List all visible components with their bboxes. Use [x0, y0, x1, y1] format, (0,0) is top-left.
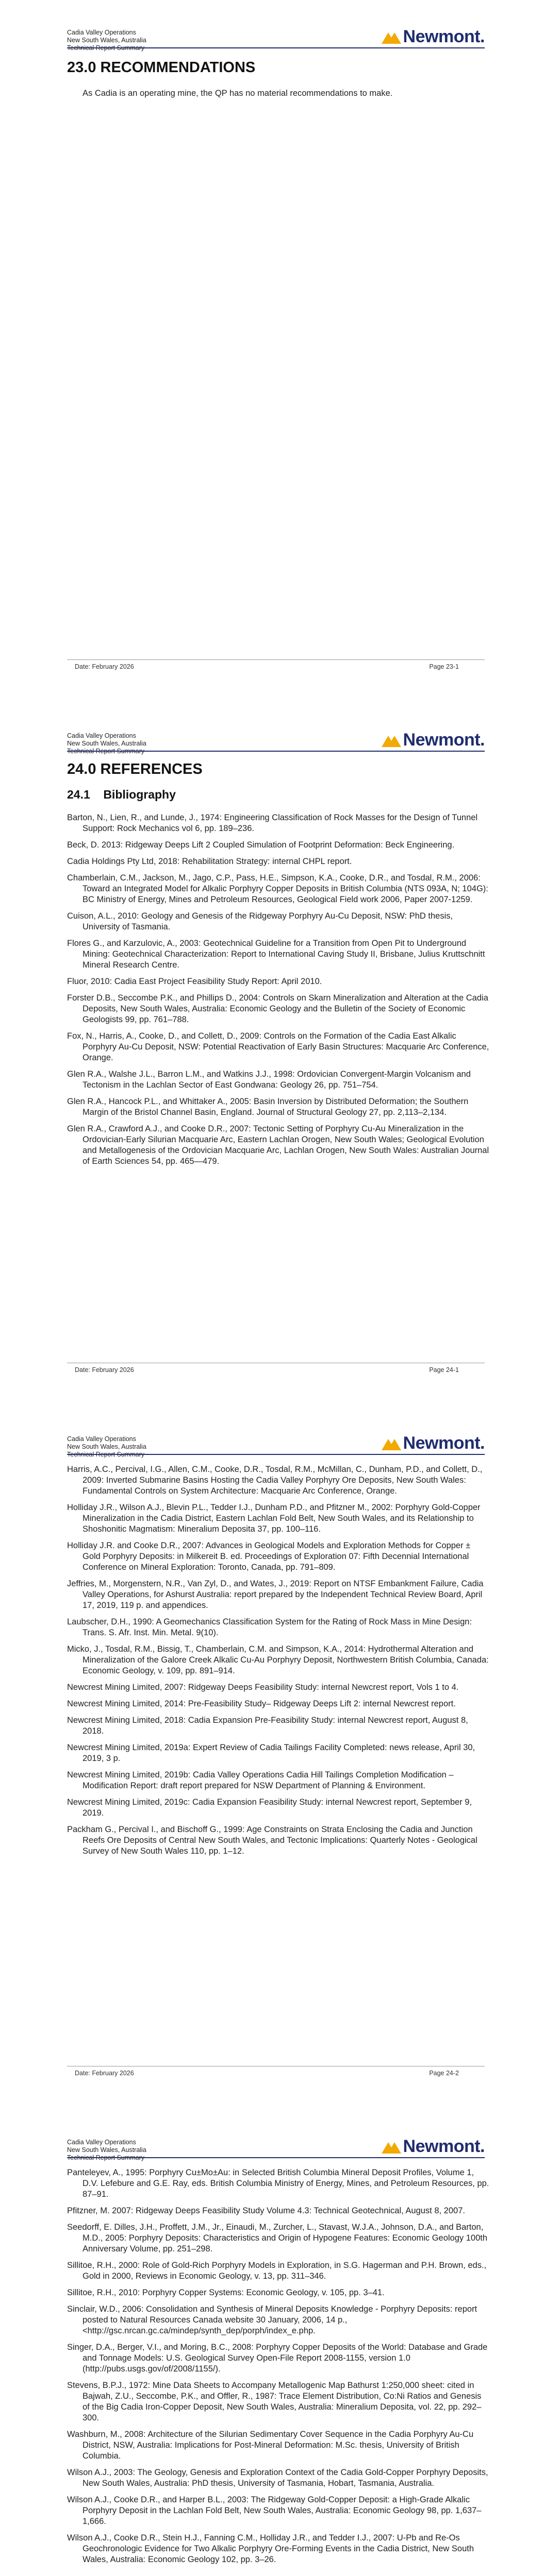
- footer-date: Date: February 2026: [75, 2070, 134, 2077]
- logo-wordmark: Newmont.: [403, 1433, 485, 1453]
- newmont-logo: [382, 2137, 485, 2157]
- reference-item: Glen R.A., Walshe J.L., Barron L.M., and Watkins J.J., 1998: Ordovician Convergent-Margin Volcanism and Tectonism in the Lachlan Sector of East Gondwana: Geology 26, pp. 751–754.: [67, 1070, 471, 1090]
- reference-item: Forster D.B., Seccombe P.K., and Phillips D., 2004: Controls on Skarn Mineralization and Alteration at the Cadia Deposits, New South Wales, Australia: Economic Geology and the Bulletin of the Society of Economic Geologists 99, pp. 761–788.: [67, 993, 488, 1024]
- reference-item: Flores G., and Karzulovic, A., 2003: Geotechnical Guideline for a Transition from Open Pit to Underground Mining: Geotechnical Characterization: Report to International Caving Study II, Brisbane, Julius Kruttschnitt Mineral Research Centre.: [67, 939, 485, 970]
- newmont-logo: [382, 27, 485, 47]
- reference-item: Sillitoe, R.H., 2000: Role of Gold-Rich Porphyry Models in Exploration, in S.G. Hagerman and P.H. Brown, eds., Gold in 2000, Reviews in Economic Geology, v. 13, pp. 311–346.: [67, 2261, 487, 2281]
- reference-item: Newcrest Mining Limited, 2019a: Expert Review of Cadia Tailings Facility Completed: news release, April 30, 2019, 3 p.: [67, 1743, 475, 1763]
- reference-item: Fluor, 2010: Cadia East Project Feasibility Study Report: April 2010.: [67, 977, 322, 986]
- reference-item: Sinclair, W.D., 2006: Consolidation and Synthesis of Mineral Deposits Knowledge - Porphyry Deposits: report posted to Natural Resources Canada website 30 January, 2006, 14 p., <http://gsc.nrcan.gc.ca/mindep/synth_dep/porph/index_e.php.: [67, 2304, 477, 2335]
- logo-wordmark: Newmont.: [403, 27, 485, 46]
- reference-item: Jeffries, M., Morgenstern, N.R., Van Zyl, D., and Wates, J., 2019: Report on NTSF Embankment Failure, Cadia Valley Operations, for Ashurst Australia: report prepared by the Independent Technical Review Board, April 17, 2019, 119 p. and appendices.: [67, 1579, 484, 1610]
- reference-item: Newcrest Mining Limited, 2019c: Cadia Expansion Feasibility Study: internal Newcrest report, September 9, 2019.: [67, 1798, 472, 1818]
- reference-item: Washburn, M., 2008: Architecture of the Silurian Sedimentary Cover Sequence in the Cadia Porphyry Au-Cu District, NSW, Australia: Implications for Post-Mineral Deformation: M.Sc. thesis, University of British Columbia.: [67, 2430, 474, 2461]
- page-24-2: [0, 1406, 544, 2110]
- header-rule: [67, 751, 485, 752]
- newmont-mark-icon: [382, 734, 401, 747]
- newmont-logo: [382, 730, 485, 750]
- report-header: Cadia Valley Operations New South Wales, Australia Technical Report Summary: [67, 1435, 146, 1458]
- reference-item: Beck, D. 2013: Ridgeway Deeps Lift 2 Coupled Simulation of Footprint Deformation: Beck Engineering.: [67, 840, 455, 850]
- page-24-1: [0, 703, 544, 1406]
- footer-date: Date: February 2026: [75, 663, 134, 670]
- footer-page-number: Page 24-2: [429, 2070, 459, 2077]
- report-header: Cadia Valley Operations New South Wales, Australia Technical Report Summary: [67, 2139, 146, 2161]
- reference-item: Fox, N., Harris, A., Cooke, D., and Collett, D., 2009: Controls on the Formation of the Cadia East Alkalic Porphyry Au-Cu Deposit, NSW: Potential Reactivation of Early Basin Structures: Macquarie Arc Conference, Orange.: [67, 1031, 489, 1062]
- reference-list: [67, 2167, 490, 2571]
- reference-item: Chamberlain, C.M., Jackson, M., Jago, C.P., Pass, H.E., Simpson, K.A., Cooke, D.R., and Tosdal, R.M., 2006: Toward an Integrated Model for Alkalic Porphyry Copper Deposits in British Columbia (NTS 093A, N; 104G): BC Ministry of Energy, Mines and Petroleum Resources, Geological Field work 2006, Paper 2007-1259.: [67, 873, 488, 904]
- reference-item: Newcrest Mining Limited, 2014: Pre-Feasibility Study– Ridgeway Deeps Lift 2: internal Newcrest report.: [67, 1699, 456, 1708]
- reference-item: Barton, N., Lien, R., and Lunde, J., 1974: Engineering Classification of Rock Masses for the Design of Tunnel Support: Rock Mechanics vol 6, pp. 189–236.: [67, 813, 478, 833]
- reference-item: Sillitoe, R.H., 2010: Porphyry Copper Systems: Economic Geology, v. 105, pp. 3–41.: [67, 2288, 385, 2297]
- report-header: Cadia Valley Operations New South Wales, Australia Technical Report Summary: [67, 732, 146, 755]
- reference-item: Stevens, B.P.J., 1972: Mine Data Sheets to Accompany Metallogenic Map Bathurst 1:250,000 sheet: cited in Bajwah, Z.U., Seccombe, P.K., and Offler, R., 1987: Trace Element Distribution, Co:Ni Ratios and Genesis of the Big Cadia Iron-Copper Deposit, New South Wales, Australia: Mineralium Deposita, vol. 22, pp. 292–300.: [67, 2381, 482, 2422]
- reference-item: Holliday J.R. and Cooke D.R., 2007: Advances in Geological Models and Exploration Methods for Copper ± Gold Porphyry Deposits: in Milkereit B. ed. Proceedings of Exploration 07: Fifth Decennial International Conference on Mineral Exploration: Toronto, Canada, pp. 791–809.: [67, 1541, 471, 1572]
- section-heading: 23.0 RECOMMENDATIONS: [67, 59, 256, 76]
- reference-item: Wilson A.J., Cooke D.R., and Harper B.L., 2003: The Ridgeway Gold-Copper Deposit: a High-Grade Alkalic Porphyry Deposit in the Lachlan Fold Belt, New South Wales, Australia: Economic Geology 98, pp. 1,637–1,666.: [67, 2495, 482, 2526]
- reference-item: Micko, J., Tosdal, R.M., Bissig, T., Chamberlain, C.M. and Simpson, K.A., 2014: Hydrothermal Alteration and Mineralization of the Galore Creek Alkalic Cu-Au Porphyry Deposit, Northwestern British Columbia, Canada: Economic Geology, v. 109, pp. 891–914.: [67, 1645, 489, 1675]
- body-paragraph: As Cadia is an operating mine, the QP has no material recommendations to make.: [83, 89, 393, 98]
- reference-item: Seedorff, E. Dilles, J.H., Proffett, J.M., Jr., Einaudi, M., Zurcher, L., Stavast, W.J.A., Johnson, D.A., and Barton, M.D., 2005: Porphyry Deposits: Characteristics and Origin of Hypogene Features: Economic Geology 100th Anniversary Volume, pp. 251–298.: [67, 2223, 488, 2253]
- reference-item: Cuison, A.L., 2010: Geology and Genesis of the Ridgeway Porphyry Au-Cu Deposit, NSW: PhD thesis, University of Tasmania.: [67, 911, 453, 931]
- report-header: Cadia Valley Operations New South Wales, Australia Technical Report Summary: [67, 29, 146, 52]
- newmont-mark-icon: [382, 2140, 401, 2154]
- reference-item: Newcrest Mining Limited, 2007: Ridgeway Deeps Feasibility Study: internal Newcrest report, Vols 1 to 4.: [67, 1683, 459, 1692]
- header-rule: [67, 2157, 485, 2158]
- newmont-mark-icon: [382, 30, 401, 44]
- reference-item: Newcrest Mining Limited, 2018: Cadia Expansion Pre-Feasibility Study: internal Newcrest report, August 8, 2018.: [67, 1716, 468, 1736]
- logo-wordmark: Newmont.: [403, 730, 485, 750]
- reference-item: Harris, A.C., Percival, I.G., Allen, C.M., Cooke, D.R., Tosdal, R.M., McMillan, C., Dunham, P.D., and Collett, D., 2009: Inverted Submarine Basins Hosting the Cadia Valley Porphyry Ore Deposits, New South Wales: Fundamental Controls on System Architecture: Macquarie Arc Conference, Orange.: [67, 1465, 483, 1496]
- footer-rule: [67, 659, 485, 660]
- logo-wordmark: Newmont.: [403, 2137, 485, 2156]
- reference-item: Holliday J.R., Wilson A.J., Blevin P.L., Tedder I.J., Dunham P.D., and Pfitzner M., 2002: Porphyry Gold-Copper Mineralization in the Cadia District, Eastern Lachlan Fold Belt, New South Wales, and its Relationship to Shoshonitic Magmatism: Mineralium Deposita 37, pp. 100–116.: [67, 1503, 481, 1534]
- newmont-logo: [382, 1433, 485, 1453]
- reference-item: Glen R.A., Hancock P.L., and Whittaker A., 2005: Basin Inversion by Distributed Deformation; the Southern Margin of the Bristol Channel Basin, England. Journal of Structural Geology 27, pp. 2,113–2,134.: [67, 1097, 469, 1117]
- newmont-mark-icon: [382, 1437, 401, 1450]
- footer-page-number: Page 24-1: [429, 1366, 459, 1374]
- reference-list: [67, 1464, 490, 1862]
- reference-item: Panteleyev, A., 1995: Porphyry Cu±Mo±Au: in Selected British Columbia Mineral Deposit Profiles, Volume 1, D.V. Lefebure and G.E. Ray, eds. British Columbia Ministry of Energy, Mines, and Petroleum Resources, pp. 87–91.: [67, 2168, 489, 2199]
- page-23-1: [0, 0, 544, 703]
- footer-page-number: Page 23-1: [429, 663, 459, 670]
- section-heading: 24.0 REFERENCES: [67, 761, 203, 777]
- reference-item: Glen R.A., Crawford A.J., and Cooke D.R., 2007: Tectonic Setting of Porphyry Cu-Au Mineralization in the Ordovician-Early Silurian Macquarie Arc, Eastern Lachlan Orogen, New South Wales; Geological Evolution and Metallogenesis of the Ordovician Macquarie Arc, Lachlan Orogen, New South Wales: Australian Journal of Earth Sciences 54, pp. 465—479.: [67, 1124, 489, 1166]
- reference-item: Laubscher, D.H., 1990: A Geomechanics Classification System for the Rating of Rock Mass in Mine Design: Trans. S. Afr. Inst. Min. Metal. 9(10).: [67, 1617, 472, 1637]
- page-24-3: [0, 2110, 544, 2576]
- reference-item: Wilson A.J., Cooke D.R., Stein H.J., Fanning C.M., Holliday J.R., and Tedder I.J., 2007: U-Pb and Re-Os Geochronologic Evidence for Two Alkalic Porphyry Ore-Forming Events in the Cadia District, New South Wales, Australia: Economic Geology 102, pp. 3–26.: [67, 2533, 474, 2564]
- reference-item: Newcrest Mining Limited, 2019b: Cadia Valley Operations Cadia Hill Tailings Completion Modification – Modification Report: draft report prepared for NSW Department of Planning & Environment.: [67, 1770, 454, 1790]
- reference-item: Cadia Holdings Pty Ltd, 2018: Rehabilitation Strategy: internal CHPL report.: [67, 857, 352, 866]
- header-rule: [67, 47, 485, 48]
- header-rule: [67, 1454, 485, 1455]
- reference-list: [67, 812, 490, 1173]
- footer-date: Date: February 2026: [75, 1366, 134, 1374]
- reference-item: Singer, D.A., Berger, V.I., and Moring, B.C., 2008: Porphyry Copper Deposits of the World: Database and Grade and Tonnage Models: U.S. Geological Survey Open-File Report 2008-1155, version 1.0 (http://pubs.usgs.gov/of/2008/1155/).: [67, 2343, 488, 2374]
- reference-item: Pfitzner, M. 2007: Ridgeway Deeps Feasibility Study Volume 4.3: Technical Geotechnical, August 8, 2007.: [67, 2206, 465, 2215]
- reference-item: Packham G., Percival I., and Bischoff G., 1999: Age Constraints on Strata Enclosing the Cadia and Junction Reefs Ore Deposits of Central New South Wales, and Tectonic Implications: Quarterly Notes - Geological Survey of New South Wales 110, pp. 1–12.: [67, 1825, 477, 1856]
- reference-item: Wilson A.J., 2003: The Geology, Genesis and Exploration Context of the Cadia Gold-Copper Porphyry Deposits, New South Wales, Australia: PhD thesis, University of Tasmania, Hobart, Tasmania, Australia.: [67, 2468, 488, 2488]
- subsection-heading: 24.1 Bibliography: [67, 788, 176, 801]
